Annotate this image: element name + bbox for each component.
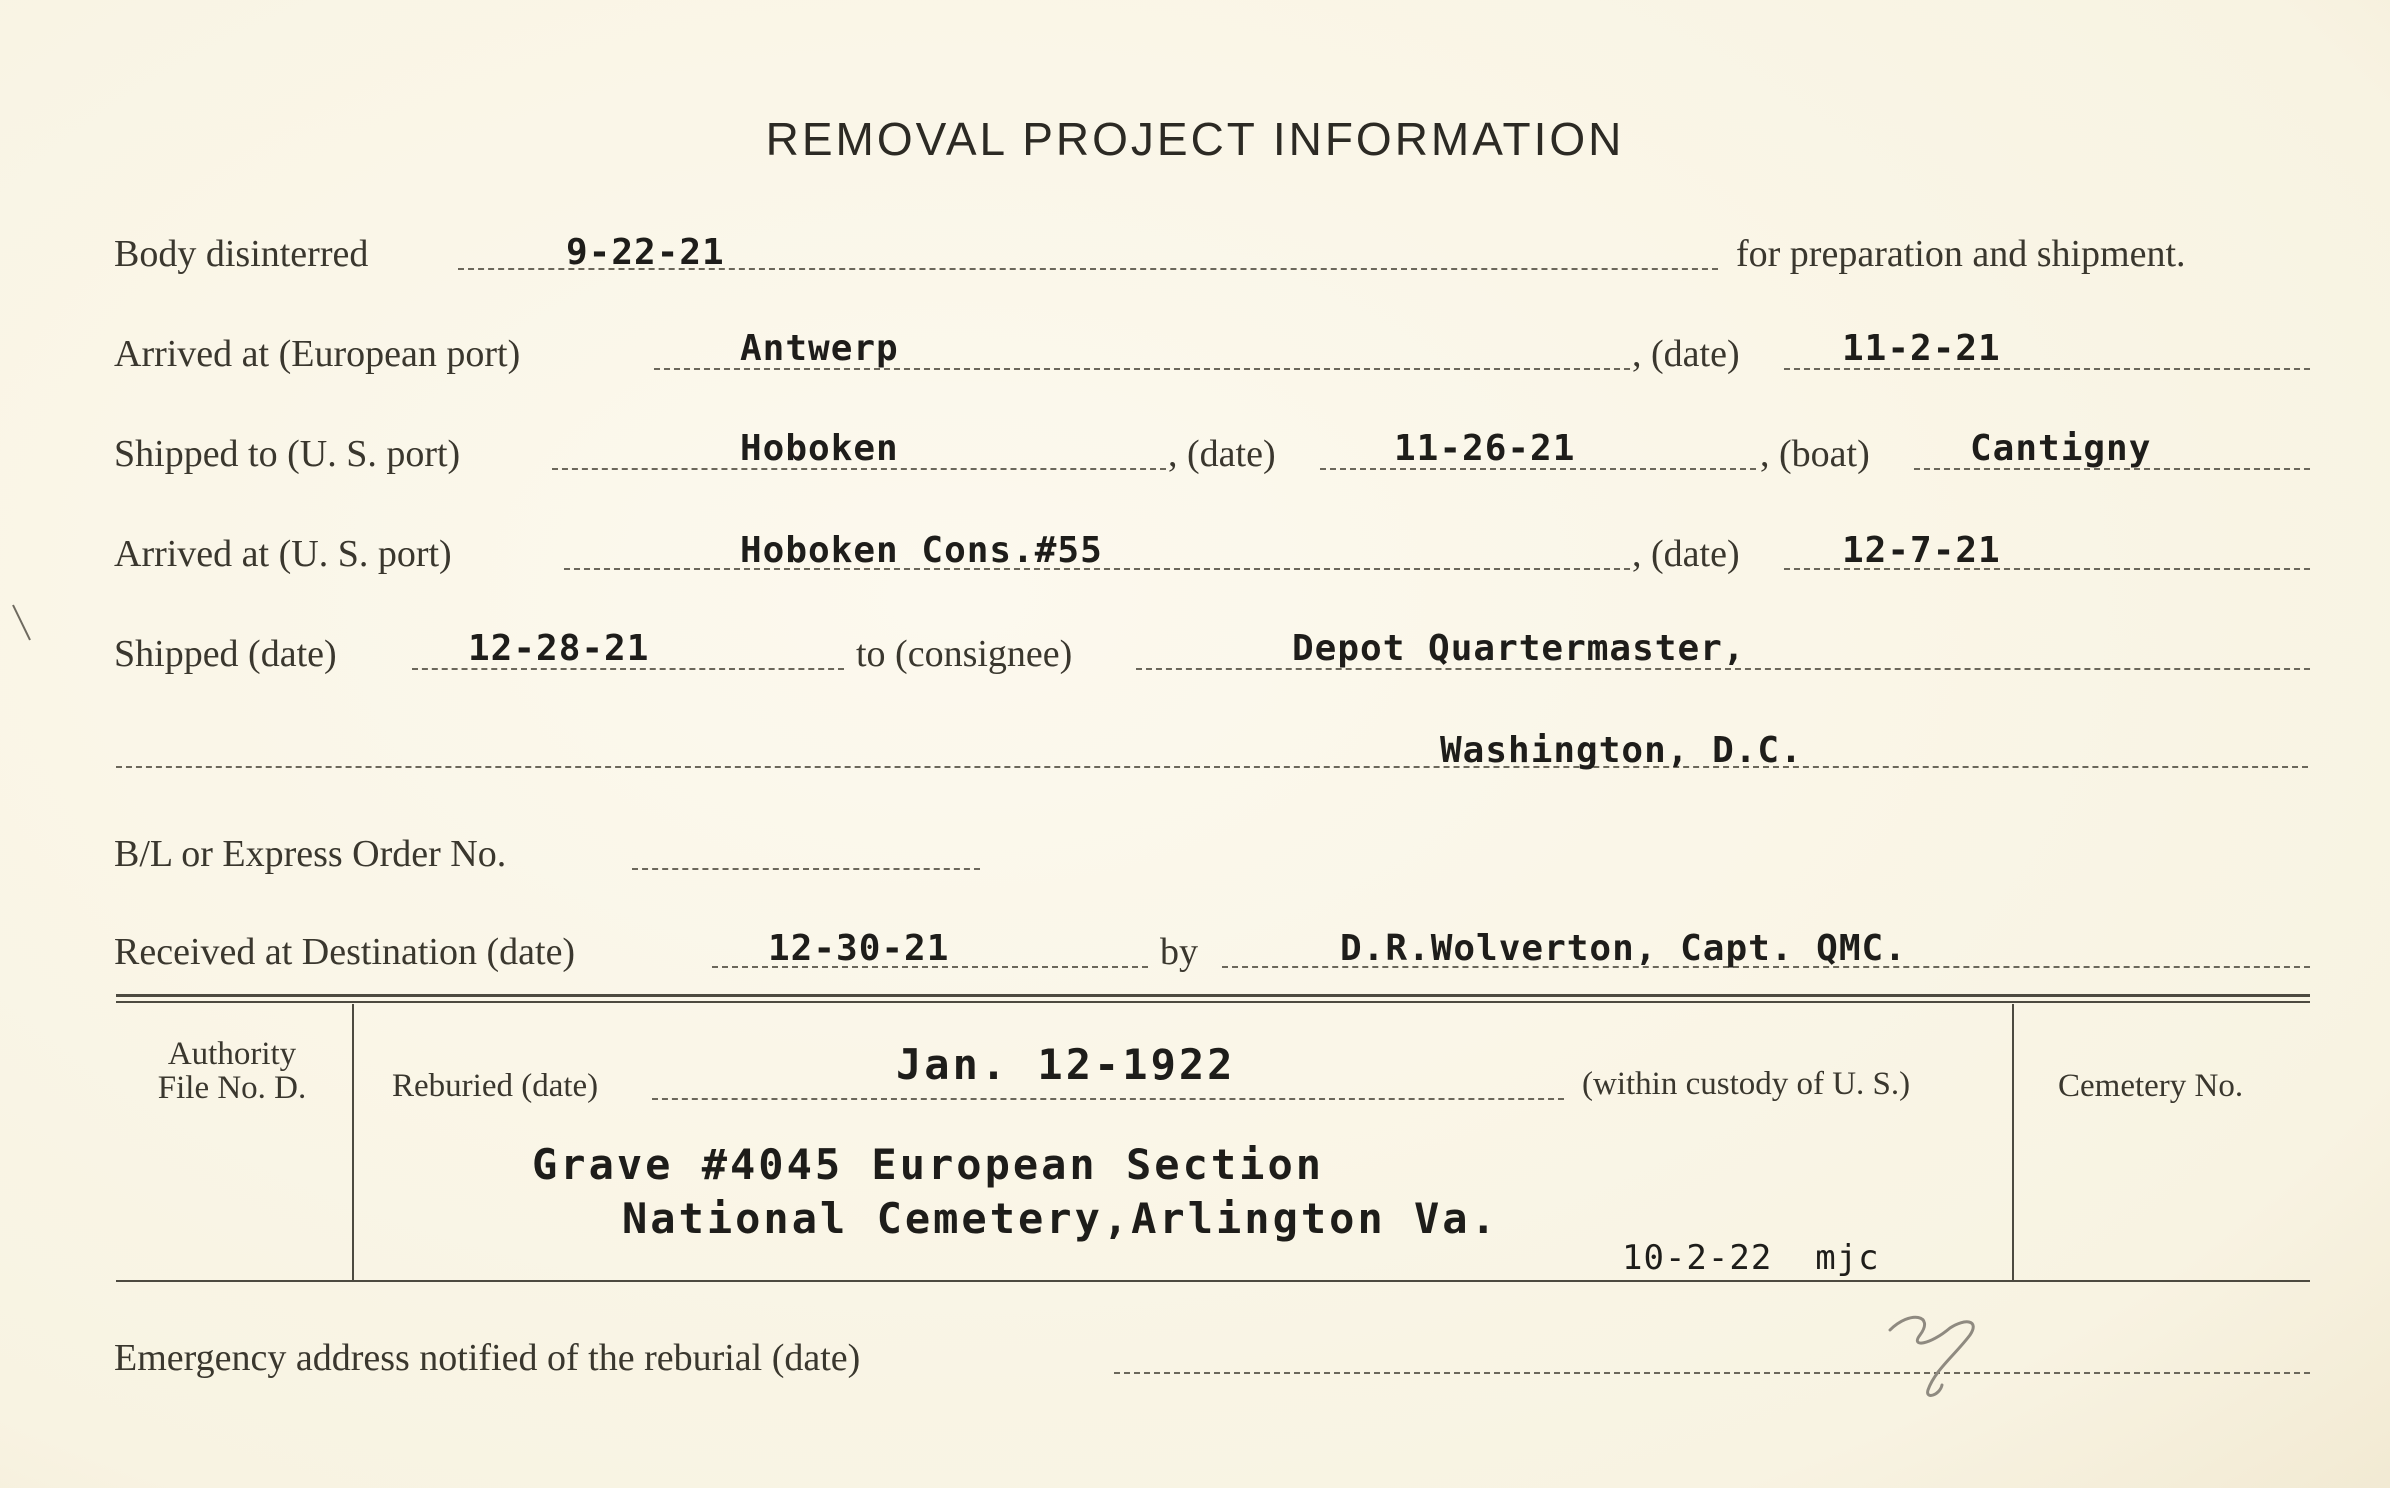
pencil-mark (1880, 1300, 2000, 1410)
grave-line2: National Cemetery,Arlington Va. (622, 1194, 1499, 1243)
grave-line1: Grave #4045 European Section (532, 1140, 1325, 1189)
shipped-value: 12-28-21 (468, 628, 650, 669)
emergency-label: Emergency address notified of the reburial (date) (114, 1337, 861, 1379)
bl-label: B/L or Express Order No. (114, 833, 507, 875)
shipment-suffix-label: for preparation and shipment. (1736, 233, 2186, 275)
bl-line (632, 868, 980, 870)
reburied-label: Reburied (date) (392, 1068, 599, 1104)
consignee-continuation-line (116, 766, 2308, 768)
card-title: REMOVAL PROJECT INFORMATION (765, 113, 1625, 165)
european-date-value: 11-2-21 (1842, 328, 2001, 369)
boat-label: , (boat) (1760, 433, 1870, 475)
european-date-label: , (date) (1632, 333, 1740, 375)
boat-value: Cantigny (1970, 428, 2152, 469)
box-top-rule-2 (116, 1001, 2310, 1003)
european-port-value: Antwerp (740, 328, 899, 369)
received-by-label: by (1160, 931, 1198, 973)
body-disinterred-value: 9-22-21 (566, 232, 725, 273)
consignee-value-line2: Washington, D.C. (1440, 730, 1803, 771)
date-initials-stamp: 10-2-22 mjc (1622, 1238, 1880, 1278)
cemetery-no-label: Cemetery No. (2058, 1068, 2244, 1104)
us-port-shipped-value: Hoboken (740, 428, 899, 469)
consignee-label: to (consignee) (856, 633, 1073, 675)
received-label: Received at Destination (date) (114, 931, 576, 973)
arrived-date-label: , (date) (1632, 533, 1740, 575)
authority-label-line2: File No. D. (157, 1070, 307, 1106)
edge-mark (8, 600, 38, 650)
shipped-date-label: , (date) (1168, 433, 1276, 475)
arrived-date-value: 12-7-21 (1842, 530, 2001, 571)
box-left-divider (352, 1004, 354, 1280)
body-disinterred-label: Body disinterred (114, 233, 369, 275)
us-port-arrived-label: Arrived at (U. S. port) (114, 533, 452, 575)
box-right-divider (2012, 1004, 2014, 1280)
emergency-line (1114, 1372, 2310, 1374)
reburied-line (652, 1098, 1564, 1100)
consignee-value-line1: Depot Quartermaster, (1292, 628, 1746, 669)
reburied-value: Jan. 12-1922 (896, 1040, 1236, 1089)
received-by-value: D.R.Wolverton, Capt. QMC. (1340, 928, 1907, 969)
custody-label: (within custody of U. S.) (1582, 1066, 1911, 1102)
shipped-label: Shipped (date) (114, 633, 337, 675)
european-port-label: Arrived at (European port) (114, 333, 521, 375)
box-top-rule-1 (116, 994, 2310, 997)
us-port-shipped-label: Shipped to (U. S. port) (114, 433, 461, 475)
box-bottom-rule (116, 1280, 2310, 1282)
authority-label-line1: Authority (167, 1036, 297, 1072)
shipped-date-value: 11-26-21 (1394, 428, 1576, 469)
us-port-arrived-value: Hoboken Cons.#55 (740, 530, 1103, 571)
received-value: 12-30-21 (768, 928, 950, 969)
